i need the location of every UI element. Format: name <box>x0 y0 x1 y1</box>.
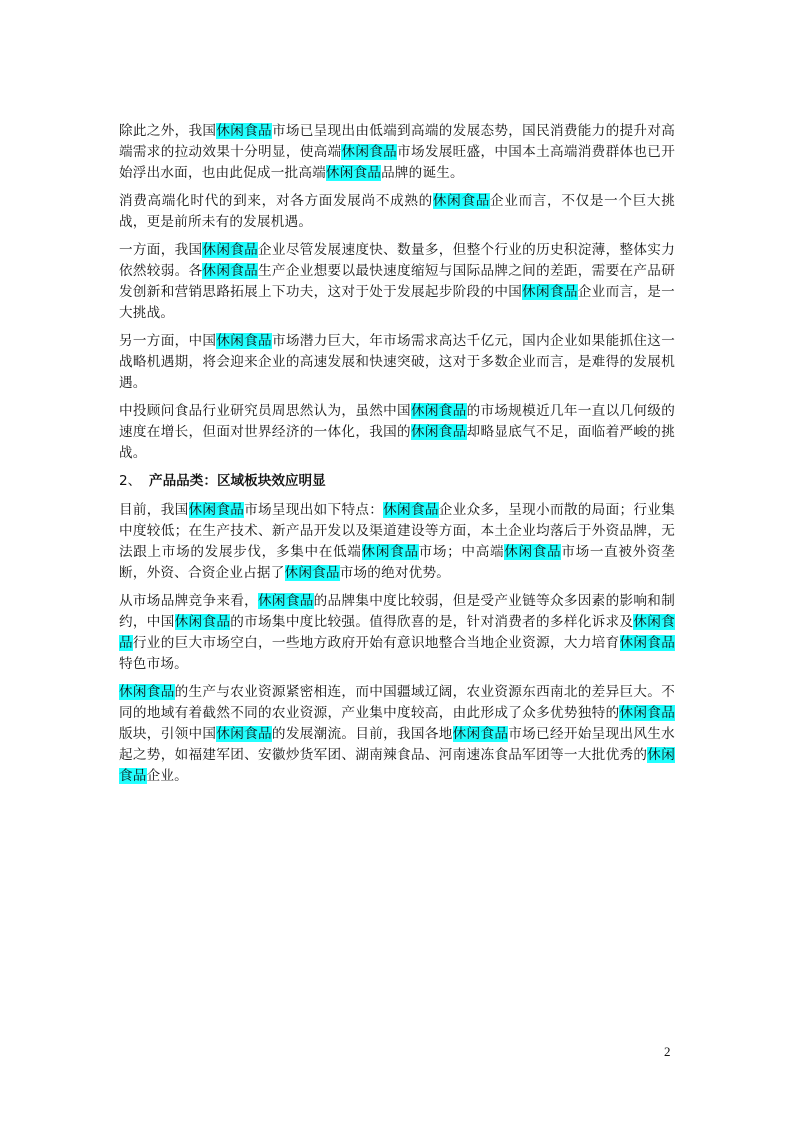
highlighted-term: 休闲食品 <box>383 502 439 518</box>
text-run: 除此之外，我国 <box>119 123 217 139</box>
text-run: 的发展潮流。目前，我国各地 <box>271 726 453 742</box>
text-run: 另一方面，中国 <box>119 333 217 349</box>
text-run: 消费高端化时代的到来，对各方面发展尚不成熟的 <box>119 193 433 209</box>
text-run: 企业尽管发展速度快、数量多，但整个行业的历史积淀薄，整体实力依然较弱。各 <box>119 242 675 279</box>
paragraph <box>119 191 675 233</box>
text-run: 从市场品牌竞争来看， <box>119 593 259 609</box>
text-run: 品牌的诞生。 <box>381 165 464 181</box>
paragraph <box>119 591 675 675</box>
text-run: 市场一直被外资垄断，外资、合资企业占据了 <box>119 544 675 581</box>
text-run: 市场已呈现出由低端到高端的发展态势，国民消费能力的提升对高端需求的拉动效果十分明显，使高端 <box>119 123 675 160</box>
highlighted-term: 休闲食品 <box>202 263 259 279</box>
highlighted-term: 休闲食品 <box>188 502 245 518</box>
text-run: 市场呈现出如下特点： <box>244 502 384 518</box>
highlighted-term: 休闲食品 <box>174 614 231 630</box>
section-number: 2、 <box>119 473 142 489</box>
highlighted-term: 休闲食品 <box>216 726 272 742</box>
text-run: 企业。 <box>146 768 188 784</box>
text-run: 企业而言，是一大挑战。 <box>119 284 675 321</box>
highlighted-term: 休闲食品 <box>258 593 314 609</box>
highlighted-term: 休闲食品 <box>410 424 467 440</box>
highlighted-term: 休闲食品 <box>619 635 676 651</box>
text-run: 的市场规模近几年一直以几何级的速度在增长，但面对世界经济的一体化，我国的 <box>119 403 675 440</box>
section-title: 产品品类：区域板块效应明显 <box>149 473 326 489</box>
highlighted-term: 休闲食品 <box>119 747 675 784</box>
paragraph-group-intro <box>119 121 675 464</box>
text-run: 市场发展旺盛，中国本土高端消费群体也已开始浮出水面，也由此促成一批高端 <box>119 144 675 181</box>
text-run: 的品牌集中度比较弱，但是受产业链等众多因素的影响和制约，中国 <box>119 593 675 630</box>
paragraph-group-section-2 <box>119 500 675 787</box>
highlighted-term: 休闲食品 <box>341 144 398 160</box>
section-heading <box>119 471 675 492</box>
text-run: 市场的绝对优势。 <box>339 565 451 581</box>
text-run: 的市场集中度比较强。值得欣喜的是，针对消费者的多样化诉求及 <box>230 614 634 630</box>
text-run: 企业众多，呈现小而散的局面；行业集中度较低；在生产技术、新产品开发以及渠道建设等方面，本土企业均落后于外资品牌，无法跟上市场的发展步伐，多集中在低端 <box>119 502 675 560</box>
text-run: 版块，引领中国 <box>119 726 217 742</box>
highlighted-term: 休闲食品 <box>216 333 272 349</box>
text-run: 中投顾问食品行业研究员周思然认为，虽然中国 <box>119 403 411 419</box>
text-run: 特色市场。 <box>119 656 188 672</box>
text-run: 却略显底气不足，面临着严峻的挑战。 <box>119 424 675 461</box>
text-run: 行业的巨大市场空白，一些地方政府开始有意识地整合当地企业资源，大力培育 <box>132 635 620 651</box>
highlighted-term: 休闲食品 <box>119 614 675 651</box>
text-run: 企业而言，不仅是一个巨大挑战，更是前所未有的发展机遇。 <box>119 193 675 230</box>
paragraph <box>119 331 675 394</box>
highlighted-term: 休闲食品 <box>119 684 175 700</box>
text-run: 市场潜力巨大，年市场需求高达千亿元，国内企业如果能抓住这一战略机遇期，将会迎来企业的高速发展和快速突破，这对于多数企业而言，是难得的发展机遇。 <box>119 333 675 391</box>
page-number: 2 <box>664 1044 671 1059</box>
text-run: 的生产与农业资源紧密相连，而中国疆域辽阔，农业资源东西南北的差异巨大。不同的地域有着截然不同的农业资源，产业集中度较高，由此形成了众多优势独特的 <box>119 684 675 721</box>
text-run: 生产企业想要以最快速度缩短与国际品牌之间的差距，需要在产品研发创新和营销思路拓展上下功夫，这对于处于发展起步阶段的中国 <box>119 263 675 300</box>
highlighted-term: 休闲食品 <box>452 726 509 742</box>
paragraph <box>119 401 675 464</box>
paragraph <box>119 121 675 184</box>
highlighted-term: 休闲食品 <box>216 123 272 139</box>
highlighted-term: 休闲食品 <box>432 193 490 209</box>
text-run: 市场；中高端 <box>418 544 505 560</box>
highlighted-term: 休闲食品 <box>202 242 259 258</box>
highlighted-term: 休闲食品 <box>504 544 562 560</box>
paragraph <box>119 500 675 584</box>
paragraph <box>119 682 675 787</box>
text-run: 一方面，我国 <box>119 242 203 258</box>
highlighted-term: 休闲食品 <box>522 284 578 300</box>
paragraph <box>119 240 675 324</box>
highlighted-term: 休闲食品 <box>619 705 675 721</box>
text-run: 市场已经开始呈现出风生水起之势，如福建军团、安徽炒货军团、湖南辣食品、河南速冻食品军团等一大批优秀的 <box>119 726 675 763</box>
text-run: 目前，我国 <box>119 502 189 518</box>
highlighted-term: 休闲食品 <box>284 565 340 581</box>
highlighted-term: 休闲食品 <box>410 403 467 419</box>
highlighted-term: 休闲食品 <box>325 165 382 181</box>
document-body <box>119 121 675 794</box>
highlighted-term: 休闲食品 <box>361 544 419 560</box>
